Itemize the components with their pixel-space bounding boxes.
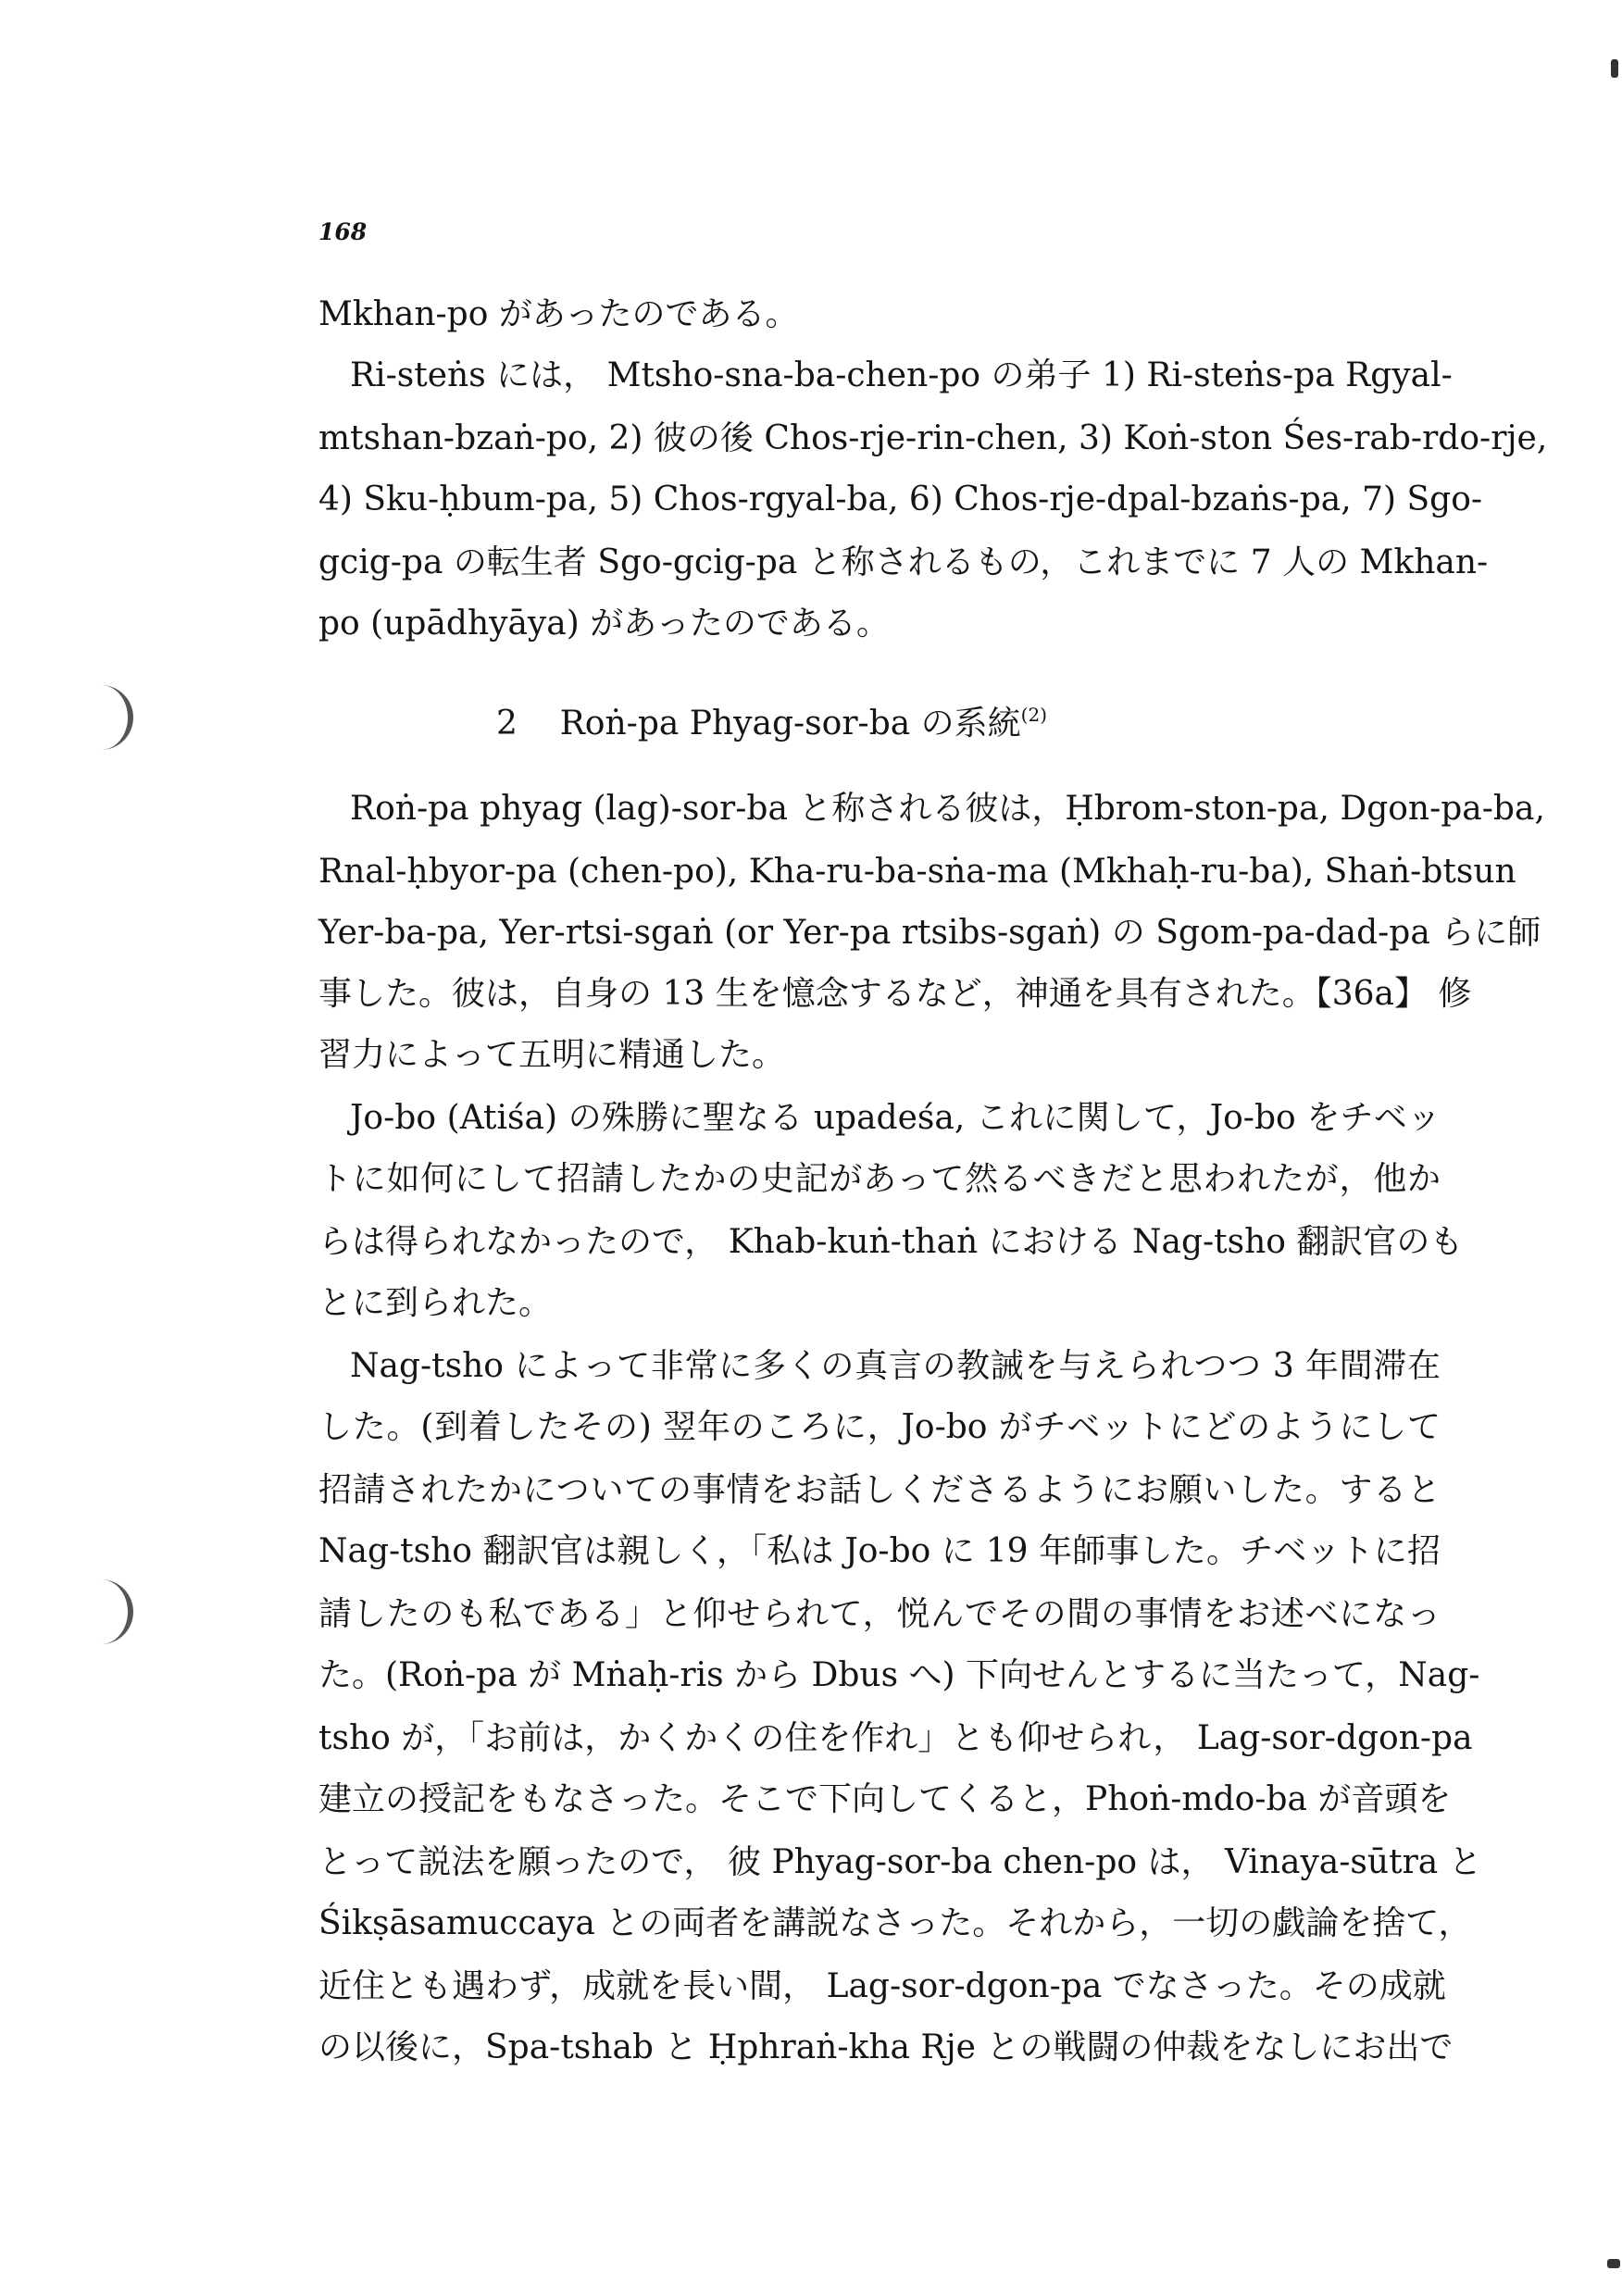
text-line: 近住とも遇わず，成就を長い間， Lag-sor-dgon-pa でなさった。その成就 [318,1967,1446,2005]
text-line: Yer-ba-pa, Yer-rtsi-sgaṅ (or Yer-pa rtsibs-sgaṅ) の Sgom-pa-dad-pa らに師 [318,914,1541,952]
page-number: 168 [318,218,368,245]
text-line: Roṅ-pa phyag (lag)-sor-ba と称される彼は，Ḥbrom-ston-pa, Dgon-pa-ba, [350,790,1545,828]
scan-speck [1607,2259,1620,2268]
text-line: 4) Sku-ḥbum-pa, 5) Chos-rgyal-ba, 6) Chos-rje-dpal-bzaṅs-pa, 7) Sgo- [318,480,1483,518]
text-line: 事した。彼は，自身の 13 生を憶念するなど，神通を具有された。【36a】 修 [318,975,1472,1013]
text-line: Mkhan-po があったのである。 [318,295,799,333]
text-line: Ri-steṅs には， Mtsho-sna-ba-chen-po の弟子 1) Ri-steṅs-pa Rgyal- [350,356,1453,394]
binding-hole-mark [96,685,133,750]
text-line: とって説法を願ったので， 彼 Phyag-sor-ba chen-po は， Vinaya-sūtra と [318,1843,1482,1881]
text-line: Nag-tsho によって非常に多くの真言の教誡を与えられつつ 3 年間滞在 [350,1347,1441,1385]
section-title: Roṅ-pa Phyag-sor-ba の系統 [559,705,1021,742]
section-number: 2 [496,705,518,742]
text-line: た。(Roṅ-pa が Mṅaḥ-ris から Dbus へ) 下向せんとするに当たって，Nag- [318,1656,1480,1694]
text-line: Nag-tsho 翻訳官は親しく，「私は Jo-bo に 19 年師事した。チベットに招 [318,1532,1441,1570]
text-line: po (upādhyāya) があったのである。 [318,605,890,643]
text-line: 招請されたかについての事情をお話しくださるようにお願いした。すると [318,1471,1441,1509]
text-line: 請したのも私である」と仰せられて，悦んでその間の事情をお述べになっ [318,1595,1441,1633]
binding-hole-mark [96,1579,133,1644]
text-line: tsho が，「お前は，かくかくの住を作れ」とも仰せられ， Lag-sor-dgon-pa [318,1719,1473,1757]
text-line: とに到られた。 [318,1284,553,1322]
text-line: Rnal-ḥbyor-pa (chen-po), Kha-ru-ba-sṅa-ma (Mkhaḥ-ru-ba), Shaṅ-btsun [318,853,1516,891]
text-line: 建立の授記をもなさった。そこで下向してくると，Phoṅ-mdo-ba が音頭を [318,1780,1452,1818]
text-line: らは得られなかったので， Khab-kuṅ-thaṅ における Nag-tsho 翻訳官のも [318,1223,1464,1261]
footnote-ref: (2) [1020,704,1048,726]
scan-speck [1611,59,1618,78]
text-line: 習力によって五明に精通した。 [318,1036,786,1074]
text-line: Jo-bo (Atiśa) の殊勝に聖なる upadeśa, これに関して，Jo-bo をチベッ [350,1099,1441,1137]
section-heading [496,693,1047,746]
text-line: した。(到着したその) 翌年のころに，Jo-bo がチベットにどのようにして [318,1408,1441,1446]
text-line: の以後に，Spa-tshab と Ḥphraṅ-kha Rje との戦闘の仲裁をなしにお出で [318,2028,1454,2066]
text-line: Śikṣāsamuccaya との両者を講説なさった。それから，一切の戯論を捨て， [318,1904,1472,1942]
text-line: mtshan-bzaṅ-po, 2) 彼の後 Chos-rje-rin-chen, 3) Koṅ-ston Śes-rab-rdo-rje, [318,419,1548,457]
text-line: トに如何にして招請したかの史記があって然るべきだと思われたが，他か [318,1160,1441,1198]
text-line: gcig-pa の転生者 Sgo-gcig-pa と称されるもの，これまでに 7 人の Mkhan- [318,543,1489,581]
